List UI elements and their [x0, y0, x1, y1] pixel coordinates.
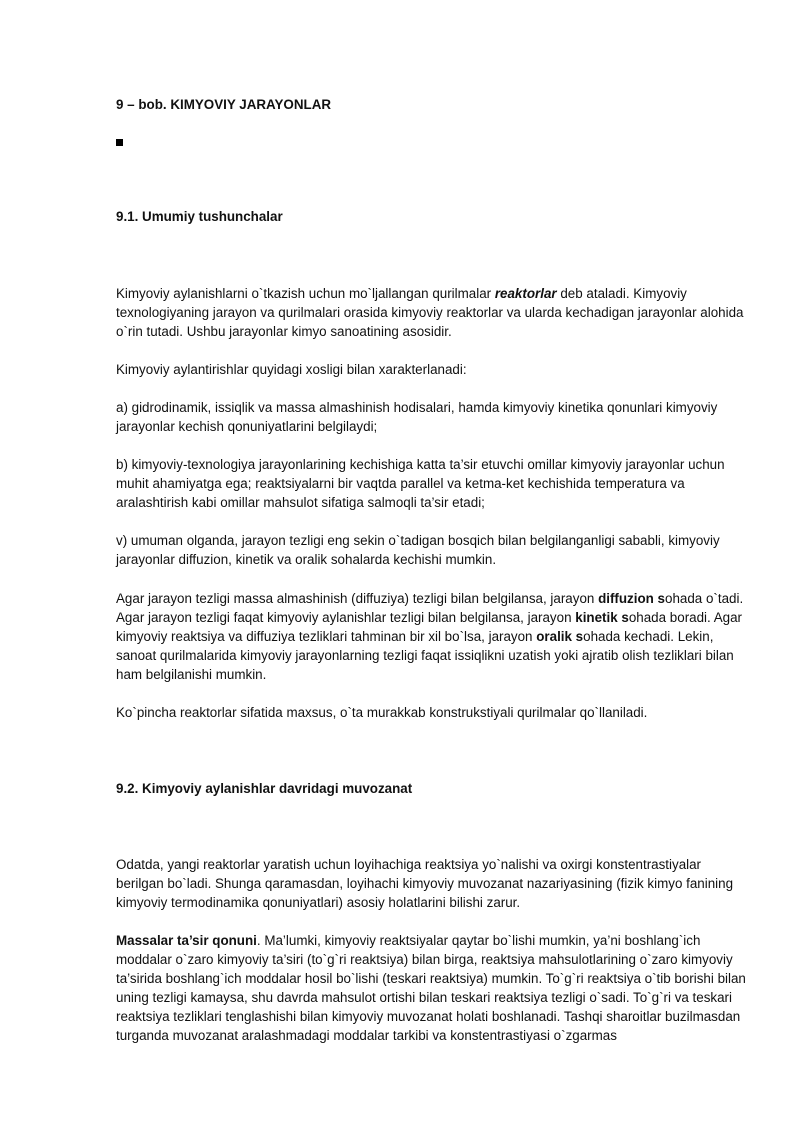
paragraph-design: Odatda, yangi reaktorlar yaratish uchun loyihachiga reaktsiya yo`nalishi va oxirgi konstentrastiyalar berilgan bo`ladi. Shunga qaramasdan, loyihachi kimyoviy muvozanat nazariyasining (fizik kimyo fanining kimyoviy termodinamika qonuniyatlari) asosiy holatlarini bilishi zarur. — [116, 857, 734, 910]
paragraph-characteristics: Kimyoviy aylantirishlar quyidagi xosligi bilan xarakterlanadi: — [116, 362, 467, 377]
list-item-a: a) gidrodinamik, issiqlik va massa almashinish hodisalari, hamda kimyoviy kinetika qonunlari kimyoviy jarayonlar kechish qonuniyatlarini belgilaydi; — [116, 400, 718, 434]
term-massalar-tasir-qonuni: Massalar ta’sir qonuni — [116, 933, 257, 948]
section-2-title: 9.2. Kimyoviy aylanishlar davridagi muvozanat — [116, 781, 413, 796]
paragraph-regions: Agar jarayon tezligi massa almashinish (diffuziya) tezligi bilan belgilansa, jarayon diffuzion sohada o`tadi. Agar jarayon tezligi faqat kimyoviy aylanishlar tezligi bilan belgilansa, jarayon kinetik sohada boradi. Agar kimyoviy reaktsiya va diffuziya tezliklari tahminan bir xil bo`lsa, jarayon oralik sohada kechadi. Lekin, sanoat qurilmalarida kimyoviy jarayonlarning tezligi faqat issiqlikni uzatish yoki ajratib olish tezliklari bilan ham belgilanishi mumkin. — [116, 591, 744, 682]
term-kinetik: kinetik s — [575, 610, 629, 625]
paragraph-special-reactors: Ko`pincha reaktorlar sifatida maxsus, o`ta murakkab konstrukstiyali qurilmalar qo`llaniladi. — [116, 705, 648, 720]
term-diffuzion: diffuzion s — [598, 591, 666, 606]
list-item-v: v) umuman olganda, jarayon tezligi eng sekin o`tadigan bosqich bilan belgilanganligi sababli, kimyoviy jarayonlar diffuzion, kinetik va oralik sohalarda kechishi mumkin. — [116, 533, 720, 567]
black-square-icon — [116, 139, 123, 146]
term-reaktorlar: reaktorlar — [494, 286, 557, 301]
list-item-b: b) kimyoviy-texnologiya jarayonlarining kechishiga katta ta’sir etuvchi omillar kimyoviy jarayonlar uchun muhit ahamiyatga ega; reaktsiyalarni bir vaqtda parallel va ketma-ket kechishida temperatura va aralashtirish kabi omillar mahsulot sifatiga salmoqli ta’sir etadi; — [116, 457, 725, 510]
section-1-title: 9.1. Umumiy tushunchalar — [116, 209, 283, 224]
paragraph-reactors: Kimyoviy aylanishlarni o`tkazish uchun mo`ljallangan qurilmalar reaktorlar deb ataladi. Kimyoviy texnologiyaning jarayon va qurilmalari orasida kimyoviy reaktorlar va ularda kechadigan jarayonlar alohida o`rin tutadi. Ushbu jarayonlar kimyo sanoatining asosidir. — [116, 286, 744, 339]
term-oralik: oralik s — [536, 629, 584, 644]
paragraph-mass-action-law: Massalar ta’sir qonuni. Ma’lumki, kimyoviy reaktsiyalar qaytar bo`lishi mumkin, ya’ni boshlang`ich moddalar o`zaro kimyoviy ta’siri (to`g`ri reaktsiya) bilan birga, reaktsiya mahsulotlarining o`zaro kimyoviy ta’sirida boshlang`ich moddalar hosil bo`lishi (teskari reaktsiya) mumkin. To`g`ri reaktsiya o`tib borishi bilan uning tezligi kamaysa, shu davrda mahsulot ortishi bilan teskari reaktsiya tezligi o`sadi. To`g`ri va teskari reaktsiya tezliklari tenglashishi bilan kimyoviy muvozanat holati boshlanadi. Tashqi sharoitlar buzilmasdan turganda muvozanat aralashmadagi moddalar tarkibi va konstentrastiyasi o`zgarmas — [116, 933, 746, 1043]
chapter-title: 9 – bob. KIMYOVIY JARAYONLAR — [116, 97, 332, 112]
